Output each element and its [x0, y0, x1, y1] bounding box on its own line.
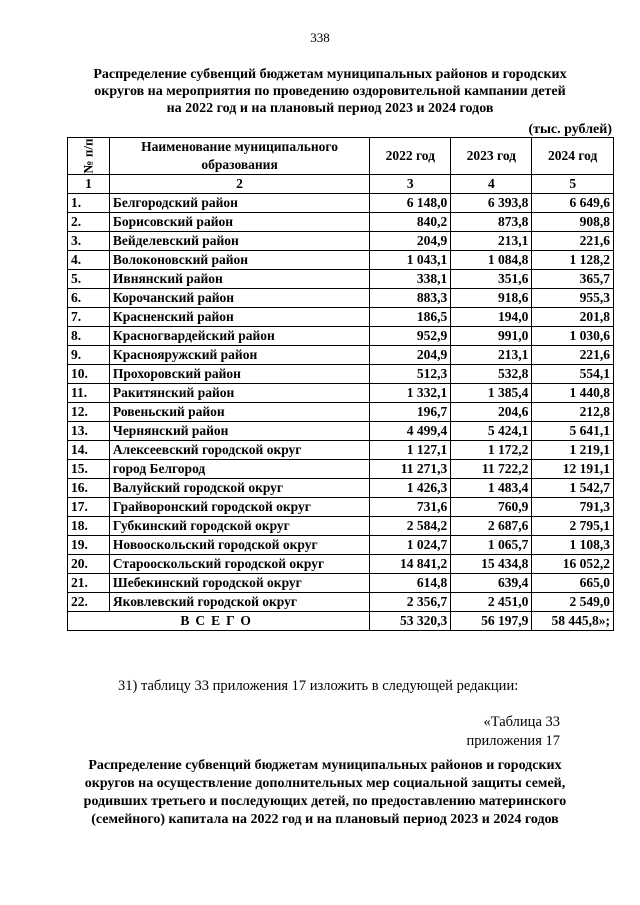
row-number: 21.	[68, 574, 110, 593]
row-value-2022: 1 426,3	[370, 479, 451, 498]
row-value-2023: 1 065,7	[451, 536, 532, 555]
table-row	[68, 308, 614, 327]
row-name: Борисовский район	[109, 213, 369, 232]
row-value-2023: 2 687,6	[451, 517, 532, 536]
row-value-2024: 221,6	[532, 232, 614, 251]
total-row	[68, 612, 614, 631]
row-value-2022: 338,1	[370, 270, 451, 289]
row-value-2024: 1 440,8	[532, 384, 614, 403]
row-value-2024: 12 191,1	[532, 460, 614, 479]
row-number: 5.	[68, 270, 110, 289]
row-value-2022: 186,5	[370, 308, 451, 327]
row-value-2023: 6 393,8	[451, 194, 532, 213]
header-2023: 2023 год	[451, 138, 532, 175]
row-name: Ракитянский район	[109, 384, 369, 403]
row-name: Ивнянский район	[109, 270, 369, 289]
row-value-2024: 5 641,1	[532, 422, 614, 441]
row-value-2024: 1 030,6	[532, 327, 614, 346]
row-value-2024: 365,7	[532, 270, 614, 289]
row-number: 20.	[68, 555, 110, 574]
total-2023: 56 197,9	[451, 612, 532, 631]
row-value-2024: 221,6	[532, 346, 614, 365]
row-value-2023: 2 451,0	[451, 593, 532, 612]
row-number: 17.	[68, 498, 110, 517]
index-cell: 2	[109, 175, 369, 194]
row-value-2024: 791,3	[532, 498, 614, 517]
row-value-2022: 731,6	[370, 498, 451, 517]
header-2022: 2022 год	[370, 138, 451, 175]
row-name: Ровеньский район	[109, 403, 369, 422]
row-name: город Белгород	[109, 460, 369, 479]
header-2024: 2024 год	[532, 138, 614, 175]
row-value-2023: 213,1	[451, 346, 532, 365]
row-number: 16.	[68, 479, 110, 498]
row-number: 3.	[68, 232, 110, 251]
row-name: Яковлевский городской округ	[109, 593, 369, 612]
title2-line: Распределение субвенций бюджетам муниципальных районов и городских	[88, 758, 562, 773]
row-number: 19.	[68, 536, 110, 555]
row-name: Новооскольский городской округ	[109, 536, 369, 555]
row-value-2022: 196,7	[370, 403, 451, 422]
row-value-2022: 6 148,0	[370, 194, 451, 213]
row-number: 9.	[68, 346, 110, 365]
table-row	[68, 555, 614, 574]
row-value-2023: 1 385,4	[451, 384, 532, 403]
header-row	[68, 138, 614, 175]
table-row	[68, 270, 614, 289]
table-row	[68, 403, 614, 422]
row-value-2022: 1 127,1	[370, 441, 451, 460]
title2-line: округов на осуществление дополнительных мер социальной защиты семей,	[84, 776, 566, 791]
row-name: Грайворонский городской округ	[109, 498, 369, 517]
table-row	[68, 574, 614, 593]
table-row	[68, 365, 614, 384]
row-value-2024: 16 052,2	[532, 555, 614, 574]
row-number: 15.	[68, 460, 110, 479]
units-label: (тыс. рублей)	[528, 122, 612, 137]
table-row	[68, 327, 614, 346]
total-2024: 58 445,8»;	[532, 612, 614, 631]
subvention-table	[67, 137, 614, 631]
row-value-2022: 883,3	[370, 289, 451, 308]
row-value-2022: 204,9	[370, 346, 451, 365]
row-value-2023: 532,8	[451, 365, 532, 384]
row-name: Корочанский район	[109, 289, 369, 308]
title-line: округов на мероприятия по проведению оздоровительной кампании детей	[94, 84, 566, 99]
row-name: Красногвардейский район	[109, 327, 369, 346]
row-value-2024: 1 128,2	[532, 251, 614, 270]
index-cell: 5	[532, 175, 614, 194]
index-cell: 1	[68, 175, 110, 194]
row-value-2022: 1 332,1	[370, 384, 451, 403]
row-number: 18.	[68, 517, 110, 536]
total-label: ВСЕГО	[68, 612, 370, 631]
header-name: Наименование муниципального образования	[109, 138, 369, 175]
row-name: Валуйский городской округ	[109, 479, 369, 498]
table-ref-line: «Таблица 33	[483, 714, 560, 730]
row-value-2022: 11 271,3	[370, 460, 451, 479]
table-row	[68, 441, 614, 460]
row-value-2023: 5 424,1	[451, 422, 532, 441]
row-value-2024: 1 108,3	[532, 536, 614, 555]
row-value-2024: 554,1	[532, 365, 614, 384]
row-number: 12.	[68, 403, 110, 422]
row-value-2022: 14 841,2	[370, 555, 451, 574]
row-value-2024: 1 542,7	[532, 479, 614, 498]
row-name: Губкинский городской округ	[109, 517, 369, 536]
table-row	[68, 498, 614, 517]
row-number: 10.	[68, 365, 110, 384]
row-number: 14.	[68, 441, 110, 460]
table-row	[68, 460, 614, 479]
row-value-2023: 639,4	[451, 574, 532, 593]
row-value-2022: 2 584,2	[370, 517, 451, 536]
row-value-2023: 760,9	[451, 498, 532, 517]
row-name: Вейделевский район	[109, 232, 369, 251]
table-row	[68, 194, 614, 213]
row-value-2024: 2 795,1	[532, 517, 614, 536]
index-cell: 3	[370, 175, 451, 194]
row-number: 1.	[68, 194, 110, 213]
row-name: Старооскольский городской округ	[109, 555, 369, 574]
row-value-2024: 212,8	[532, 403, 614, 422]
row-value-2023: 1 483,4	[451, 479, 532, 498]
amendment-paragraph: 31) таблицу 33 приложения 17 изложить в следующей редакции:	[118, 678, 519, 694]
row-number: 4.	[68, 251, 110, 270]
row-number: 13.	[68, 422, 110, 441]
row-name: Чернянский район	[109, 422, 369, 441]
row-value-2024: 6 649,6	[532, 194, 614, 213]
row-name: Белгородский район	[109, 194, 369, 213]
table-ref-line: приложения 17	[466, 733, 560, 749]
row-value-2023: 351,6	[451, 270, 532, 289]
row-value-2023: 918,6	[451, 289, 532, 308]
table-row	[68, 289, 614, 308]
table-row	[68, 479, 614, 498]
row-value-2024: 201,8	[532, 308, 614, 327]
table-reference	[440, 713, 560, 751]
title2-line: (семейного) капитала на 2022 год и на плановый период 2023 и 2024 годов	[91, 812, 559, 827]
title-line: на 2022 год и на плановый период 2023 и 2024 годов	[166, 101, 494, 116]
row-number: 8.	[68, 327, 110, 346]
page-number: 338	[310, 30, 330, 45]
table-row	[68, 232, 614, 251]
row-name: Красненский район	[109, 308, 369, 327]
table-row	[68, 517, 614, 536]
row-value-2023: 873,8	[451, 213, 532, 232]
row-value-2023: 1 172,2	[451, 441, 532, 460]
row-value-2023: 1 084,8	[451, 251, 532, 270]
row-value-2022: 614,8	[370, 574, 451, 593]
row-value-2022: 512,3	[370, 365, 451, 384]
row-number: 11.	[68, 384, 110, 403]
row-number: 7.	[68, 308, 110, 327]
row-value-2024: 2 549,0	[532, 593, 614, 612]
row-value-2022: 1 024,7	[370, 536, 451, 555]
row-value-2023: 213,1	[451, 232, 532, 251]
title2-line: родивших третьего и последующих детей, по предоставлению материнского	[83, 794, 567, 809]
table-row	[68, 384, 614, 403]
row-value-2024: 955,3	[532, 289, 614, 308]
row-value-2022: 4 499,4	[370, 422, 451, 441]
row-value-2022: 840,2	[370, 213, 451, 232]
row-value-2023: 11 722,2	[451, 460, 532, 479]
row-value-2022: 952,9	[370, 327, 451, 346]
table-row	[68, 536, 614, 555]
index-cell: 4	[451, 175, 532, 194]
row-name: Прохоровский район	[109, 365, 369, 384]
table-title	[60, 66, 600, 117]
row-value-2023: 194,0	[451, 308, 532, 327]
table-row	[68, 213, 614, 232]
row-value-2022: 204,9	[370, 232, 451, 251]
row-value-2023: 991,0	[451, 327, 532, 346]
table-row	[68, 251, 614, 270]
row-name: Краснояружский район	[109, 346, 369, 365]
next-table-title	[35, 757, 615, 829]
row-number: 2.	[68, 213, 110, 232]
row-value-2022: 1 043,1	[370, 251, 451, 270]
row-number: 6.	[68, 289, 110, 308]
row-value-2024: 908,8	[532, 213, 614, 232]
row-value-2023: 15 434,8	[451, 555, 532, 574]
row-value-2023: 204,6	[451, 403, 532, 422]
total-2022: 53 320,3	[370, 612, 451, 631]
row-name: Шебекинский городской округ	[109, 574, 369, 593]
row-value-2024: 1 219,1	[532, 441, 614, 460]
row-value-2022: 2 356,7	[370, 593, 451, 612]
row-number: 22.	[68, 593, 110, 612]
row-name: Алексеевский городской округ	[109, 441, 369, 460]
table-row	[68, 593, 614, 612]
row-value-2024: 665,0	[532, 574, 614, 593]
index-row	[68, 175, 614, 194]
table-row	[68, 346, 614, 365]
row-name: Волоконовский район	[109, 251, 369, 270]
table-row	[68, 422, 614, 441]
title-line: Распределение субвенций бюджетам муниципальных районов и городских	[93, 67, 567, 82]
header-num: № п/п	[68, 138, 110, 175]
